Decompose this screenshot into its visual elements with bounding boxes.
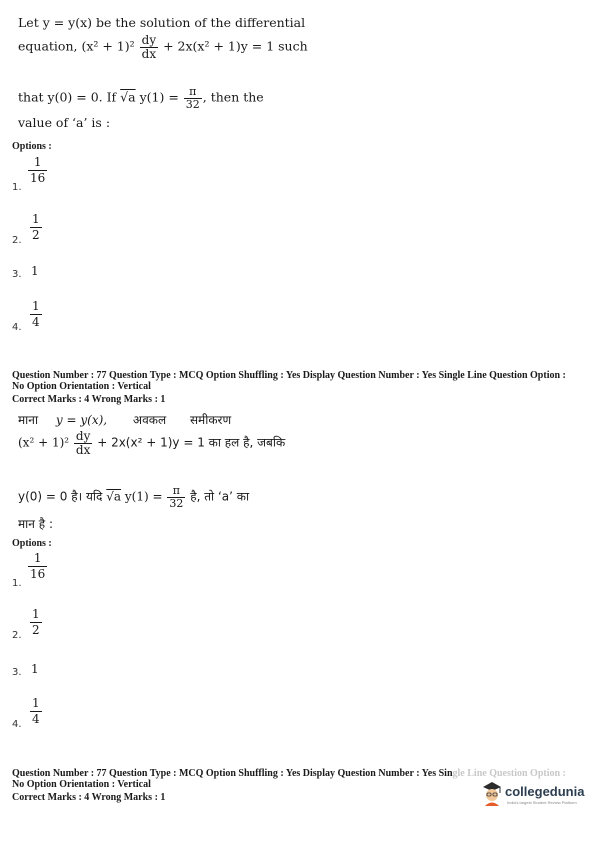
hindi-question-line-2: (x² + 1)² $\frac{dy}{dx}$ + 2x(x² + 1)y = 1 का हल है, जबकि bbox=[18, 429, 286, 457]
options-heading: Options : bbox=[12, 538, 52, 549]
pi-over-32-fraction: $\frac{\pi}{32}$ bbox=[185, 85, 200, 111]
logo-wordmark: collegedunia bbox=[505, 784, 585, 799]
marks-line: Correct Marks : 4 Wrong Marks : 1 bbox=[12, 394, 166, 405]
question-line-3: that y(0) = 0. If √a y(1) = $\frac{\pi}{32}$ , then the bbox=[18, 85, 264, 111]
dy-dx-fraction: $\frac{dy}{dx}$ bbox=[141, 33, 157, 61]
hindi-question-line-1: माना y = y(x), अवकल समीकरण bbox=[18, 413, 232, 427]
marks-line: Correct Marks : 4 Wrong Marks : 1 bbox=[12, 792, 166, 803]
hindi-question-line-3: y(0) = 0 है। यदि √a y(1) = $\frac{\pi}{32}$ है, तो ‘a’ का bbox=[18, 484, 250, 510]
question-meta-line-1: Question Number : 77 Question Type : MCQ Option Shuffling : Yes Display Question Number : Yes Single Line Question Option : bbox=[12, 768, 566, 779]
hindi-question-line-4: मान है : bbox=[18, 517, 53, 531]
question-line-4: value of ‘a’ is : bbox=[18, 115, 111, 130]
question-line-2: equation, (x² + 1)² $\frac{dy}{dx}$ + 2x(x² + 1)y = 1 such bbox=[18, 33, 308, 61]
dy-dx-fraction: $\frac{dy}{dx}$ bbox=[75, 429, 91, 457]
mascot-icon bbox=[480, 780, 504, 806]
question-meta-line-2: No Option Orientation : Vertical bbox=[12, 381, 151, 392]
collegedunia-logo bbox=[480, 780, 590, 810]
logo-tagline: India's largest Student Review Platform bbox=[507, 800, 577, 805]
options-heading: Options : bbox=[12, 141, 52, 152]
question-meta-line-1: Question Number : 77 Question Type : MCQ Option Shuffling : Yes Display Question Number : Yes Single Line Question Option : bbox=[12, 370, 566, 381]
pi-over-32-fraction: $\frac{\pi}{32}$ bbox=[169, 484, 184, 510]
question-line-1: Let y = y(x) be the solution of the differential bbox=[18, 15, 306, 30]
question-meta-line-2: No Option Orientation : Vertical bbox=[12, 779, 151, 790]
